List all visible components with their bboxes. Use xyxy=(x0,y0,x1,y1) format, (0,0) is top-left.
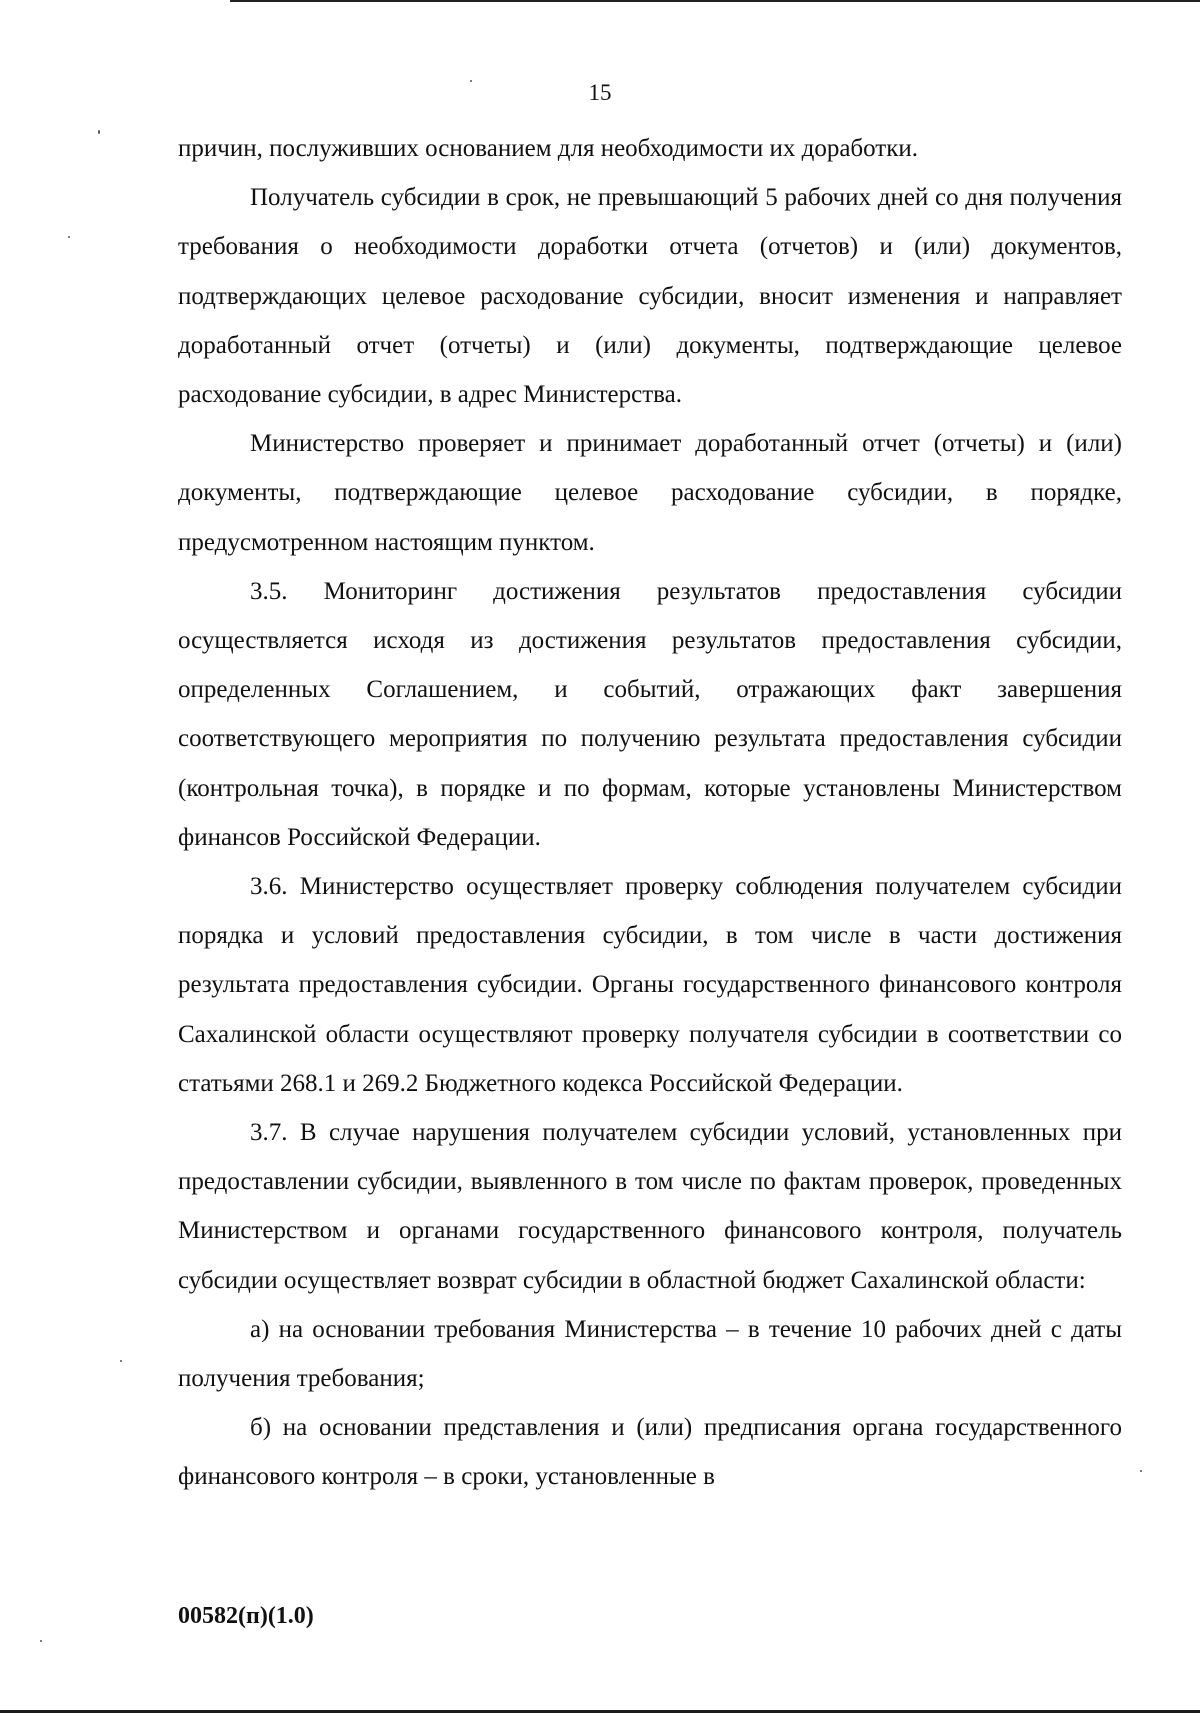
paragraph-ministry-check: Министерство проверяет и принимает доработанный отчет (отчеты) и (или) документы, подтверждающие целевое расходование субсидии, в порядке, предусмотренном настоящим пунктом. xyxy=(178,430,1122,556)
scan-speck xyxy=(1140,1470,1142,1472)
page-number: 15 xyxy=(588,80,612,105)
paragraph-3-5-monitoring: 3.5. Мониторинг достижения результатов предоставления субсидии осуществляется исходя из достижения результатов предоставления субсидии, определенных Соглашением, и событий, отражающих факт завершения соответствующего мероприятия по получению результата предоставления субсидии (контрольная точка), в порядке и по формам, которые установлены Министерством финансов Российской Федерации. xyxy=(178,577,1122,851)
document-code: 00582(п)(1.0) xyxy=(178,1603,314,1629)
paragraph-item-b: б) на основании представления и (или) предписания органа государственного финансового контроля – в сроки, установленные в xyxy=(178,1414,1122,1491)
scan-edge-top xyxy=(230,0,1200,2)
document-body xyxy=(178,124,1122,1502)
scan-speck xyxy=(120,1360,122,1362)
paragraph-continuation: причин, послуживших основанием для необходимости их доработки. xyxy=(178,135,919,162)
scan-speck xyxy=(98,130,100,134)
scan-speck xyxy=(40,1640,42,1642)
paragraph-item-a: а) на основании требования Министерства – в течение 10 рабочих дней с даты получения требования; xyxy=(178,1315,1122,1393)
scan-speck xyxy=(68,236,70,238)
scan-edge-bottom xyxy=(0,1710,1200,1713)
paragraph-3-7-violation: 3.7. В случае нарушения получателем субсидии условий, установленных при предоставлении субсидии, выявленного в том числе по фактам проверок, проведенных Министерством и органами государственного финансового контроля, получатель субсидии осуществляет возврат субсидии в областной бюджет Сахалинской области: xyxy=(178,1119,1122,1294)
paragraph-recipient-revision: Получатель субсидии в срок, не превышающий 5 рабочих дней со дня получения требования о необходимости доработки отчета (отчетов) и (или) документов, подтверждающих целевое расходование субсидии, вносит изменения и направляет доработанный отчет (отчеты) и (или) документы, подтверждающие целевое расходование субсидии, в адрес Министерства. xyxy=(178,184,1122,409)
scan-speck xyxy=(470,80,472,82)
paragraph-3-6-inspection: 3.6. Министерство осуществляет проверку соблюдения получателем субсидии порядка и условий предоставления субсидии, в том числе в части достижения результата предоставления субсидии. Органы государственного финансового контроля Сахалинской области осуществляют проверку получателя субсидии в соответствии со статьями 268.1 и 269.2 Бюджетного кодекса Российской Федерации. xyxy=(178,873,1122,1097)
